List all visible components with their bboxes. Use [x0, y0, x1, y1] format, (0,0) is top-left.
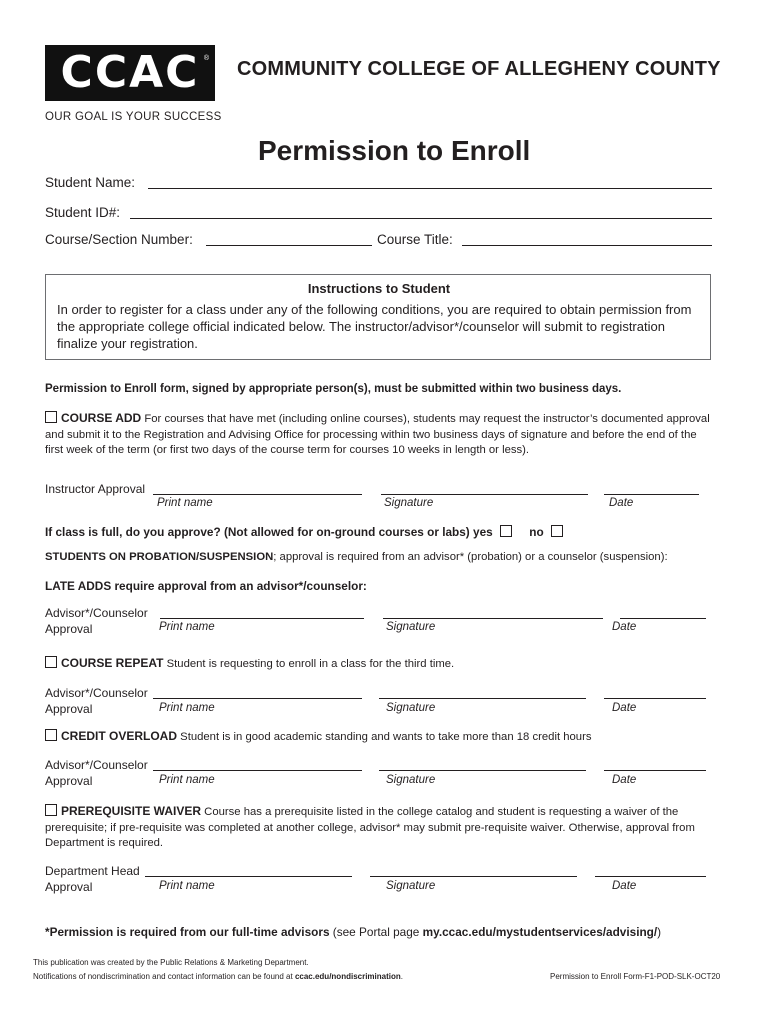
prereq-date-field[interactable] [595, 876, 706, 877]
course-title-label: Course Title: [377, 232, 453, 247]
late-adds-signature-field[interactable] [383, 618, 603, 619]
footer-nondiscrimination-text: Notifications of nondiscrimination and contact information can be found at [33, 972, 293, 981]
prereq-waiver-checkbox[interactable] [45, 804, 57, 816]
print-name-caption: Print name [159, 880, 215, 892]
course-section-label: Course/Section Number: [45, 232, 193, 247]
print-name-caption: Print name [159, 702, 215, 714]
probation-row [45, 551, 668, 563]
course-repeat-row [45, 656, 454, 670]
class-full-question: If class is full, do you approve? (Not allowed for on-ground courses or labs) [45, 525, 470, 539]
prereq-signature-field[interactable] [370, 876, 577, 877]
late-adds-print-name-field[interactable] [160, 618, 364, 619]
prereq-waiver-section [45, 804, 713, 852]
course-title-field[interactable] [462, 245, 712, 246]
student-name-field[interactable] [148, 188, 712, 189]
course-repeat-print-name-field[interactable] [153, 698, 362, 699]
class-full-row [45, 525, 567, 539]
print-name-caption: Print name [159, 774, 215, 786]
course-repeat-approval-line2: Approval [45, 702, 93, 716]
footer-publication-note: This publication was created by the Public Relations & Marketing Department. [33, 958, 309, 967]
signature-caption: Signature [386, 774, 436, 786]
tagline: OUR GOAL IS YOUR SUCCESS [45, 111, 222, 123]
yes-checkbox[interactable] [500, 525, 512, 537]
course-repeat-date-field[interactable] [604, 698, 706, 699]
no-checkbox[interactable] [551, 525, 563, 537]
prereq-waiver-text: Course has a prerequisite listed in the college catalog and student is requesting a waiver of the prerequisite; if pre-requisite was completed at another college, advisor* may submit pre-requisite waiver. Otherwise, approval from Department is required. [45, 806, 695, 849]
late-adds-approval-line2: Approval [45, 622, 93, 636]
course-section-field[interactable] [206, 245, 372, 246]
advisor-note [45, 925, 661, 939]
instructor-signature-field[interactable] [381, 494, 588, 495]
late-adds-label: LATE ADDS require approval from an advisor*/counselor: [45, 579, 367, 593]
prereq-approval-line1: Department Head [45, 864, 140, 878]
instructor-print-name-field[interactable] [153, 494, 362, 495]
signature-caption: Signature [384, 497, 434, 509]
signature-caption: Signature [386, 880, 436, 892]
credit-overload-print-name-field[interactable] [153, 770, 362, 771]
form-id: Permission to Enroll Form-F1-POD-SLK-OCT20 [550, 972, 721, 981]
late-adds-date-field[interactable] [620, 618, 706, 619]
course-add-label: COURSE ADD [61, 411, 142, 425]
instructions-title: Instructions to Student [307, 281, 451, 296]
instructions-box [45, 274, 711, 360]
instructions-body: In order to register for a class under any of the following conditions, you are required to obtain permission from the appropriate college official indicated below. The instructor/advisor*/counselor will submit to registration finalize your registration. [57, 302, 692, 351]
yes-label: yes [473, 525, 493, 539]
course-repeat-approval-line1: Advisor*/Counselor [45, 686, 148, 700]
course-add-text: For courses that have met (including online courses), students may request the instructor’s documented approval and submit it to the Registration and Advising Office for processing within two business days of signature and before the end of the first week of the term (or first two days of the course term for courses 10 weeks in length or less). [45, 413, 710, 456]
no-label: no [529, 525, 544, 539]
credit-overload-signature-field[interactable] [379, 770, 586, 771]
footer-nondiscrimination [33, 972, 403, 981]
probation-label: STUDENTS ON PROBATION/SUSPENSION [45, 551, 274, 563]
prereq-waiver-label: PREREQUISITE WAIVER [61, 804, 202, 818]
page-title: Permission to Enroll [258, 135, 531, 166]
ccac-logo [45, 45, 215, 101]
credit-overload-approval-line2: Approval [45, 774, 93, 788]
course-add-section [45, 411, 713, 459]
college-name: COMMUNITY COLLEGE OF ALLEGHENY COUNTY [237, 58, 721, 80]
course-add-checkbox[interactable] [45, 411, 57, 423]
credit-overload-approval-line1: Advisor*/Counselor [45, 758, 148, 772]
date-caption: Date [612, 702, 637, 714]
student-id-field[interactable] [130, 218, 712, 219]
course-repeat-signature-field[interactable] [379, 698, 586, 699]
date-caption: Date [612, 621, 637, 633]
signature-caption: Signature [386, 702, 436, 714]
student-name-label: Student Name: [45, 175, 136, 190]
nondiscrimination-link[interactable]: ccac.edu/nondiscrimination [294, 972, 401, 981]
instructor-date-field[interactable] [604, 494, 699, 495]
logo-text: CCAC [60, 47, 200, 98]
student-id-label: Student ID#: [45, 205, 121, 220]
course-repeat-text: Student is requesting to enroll in a class for the third time. [166, 658, 455, 670]
instructor-approval-label: Instructor Approval [45, 482, 146, 496]
prereq-approval-line2: Approval [45, 880, 93, 894]
logo-registered-mark: ® [203, 55, 209, 62]
date-caption: Date [612, 774, 637, 786]
submission-notice: Permission to Enroll form, signed by appropriate person(s), must be submitted within two business days. [45, 383, 622, 395]
signature-caption: Signature [386, 621, 436, 633]
print-name-caption: Print name [159, 621, 215, 633]
advising-link[interactable]: my.ccac.edu/mystudentservices/advising/ [422, 925, 658, 939]
advisor-note-bold: *Permission is required from our full-time advisors [45, 925, 330, 939]
date-caption: Date [609, 497, 634, 509]
prereq-print-name-field[interactable] [145, 876, 352, 877]
credit-overload-checkbox[interactable] [45, 729, 57, 741]
credit-overload-text: Student is in good academic standing and wants to take more than 18 credit hours [180, 731, 592, 743]
footer-period: . [400, 972, 403, 981]
probation-text: ; approval is required from an advisor* (probation) or a counselor (suspension): [273, 551, 668, 563]
course-repeat-label: COURSE REPEAT [61, 656, 164, 670]
credit-overload-date-field[interactable] [604, 770, 706, 771]
advisor-note-paren: (see Portal page [332, 925, 420, 939]
advisor-note-close: ) [657, 925, 662, 939]
course-repeat-checkbox[interactable] [45, 656, 57, 668]
credit-overload-label: CREDIT OVERLOAD [61, 729, 178, 743]
print-name-caption: Print name [157, 497, 213, 509]
late-adds-approval-line1: Advisor*/Counselor [45, 606, 148, 620]
date-caption: Date [612, 880, 637, 892]
credit-overload-row [45, 729, 592, 743]
